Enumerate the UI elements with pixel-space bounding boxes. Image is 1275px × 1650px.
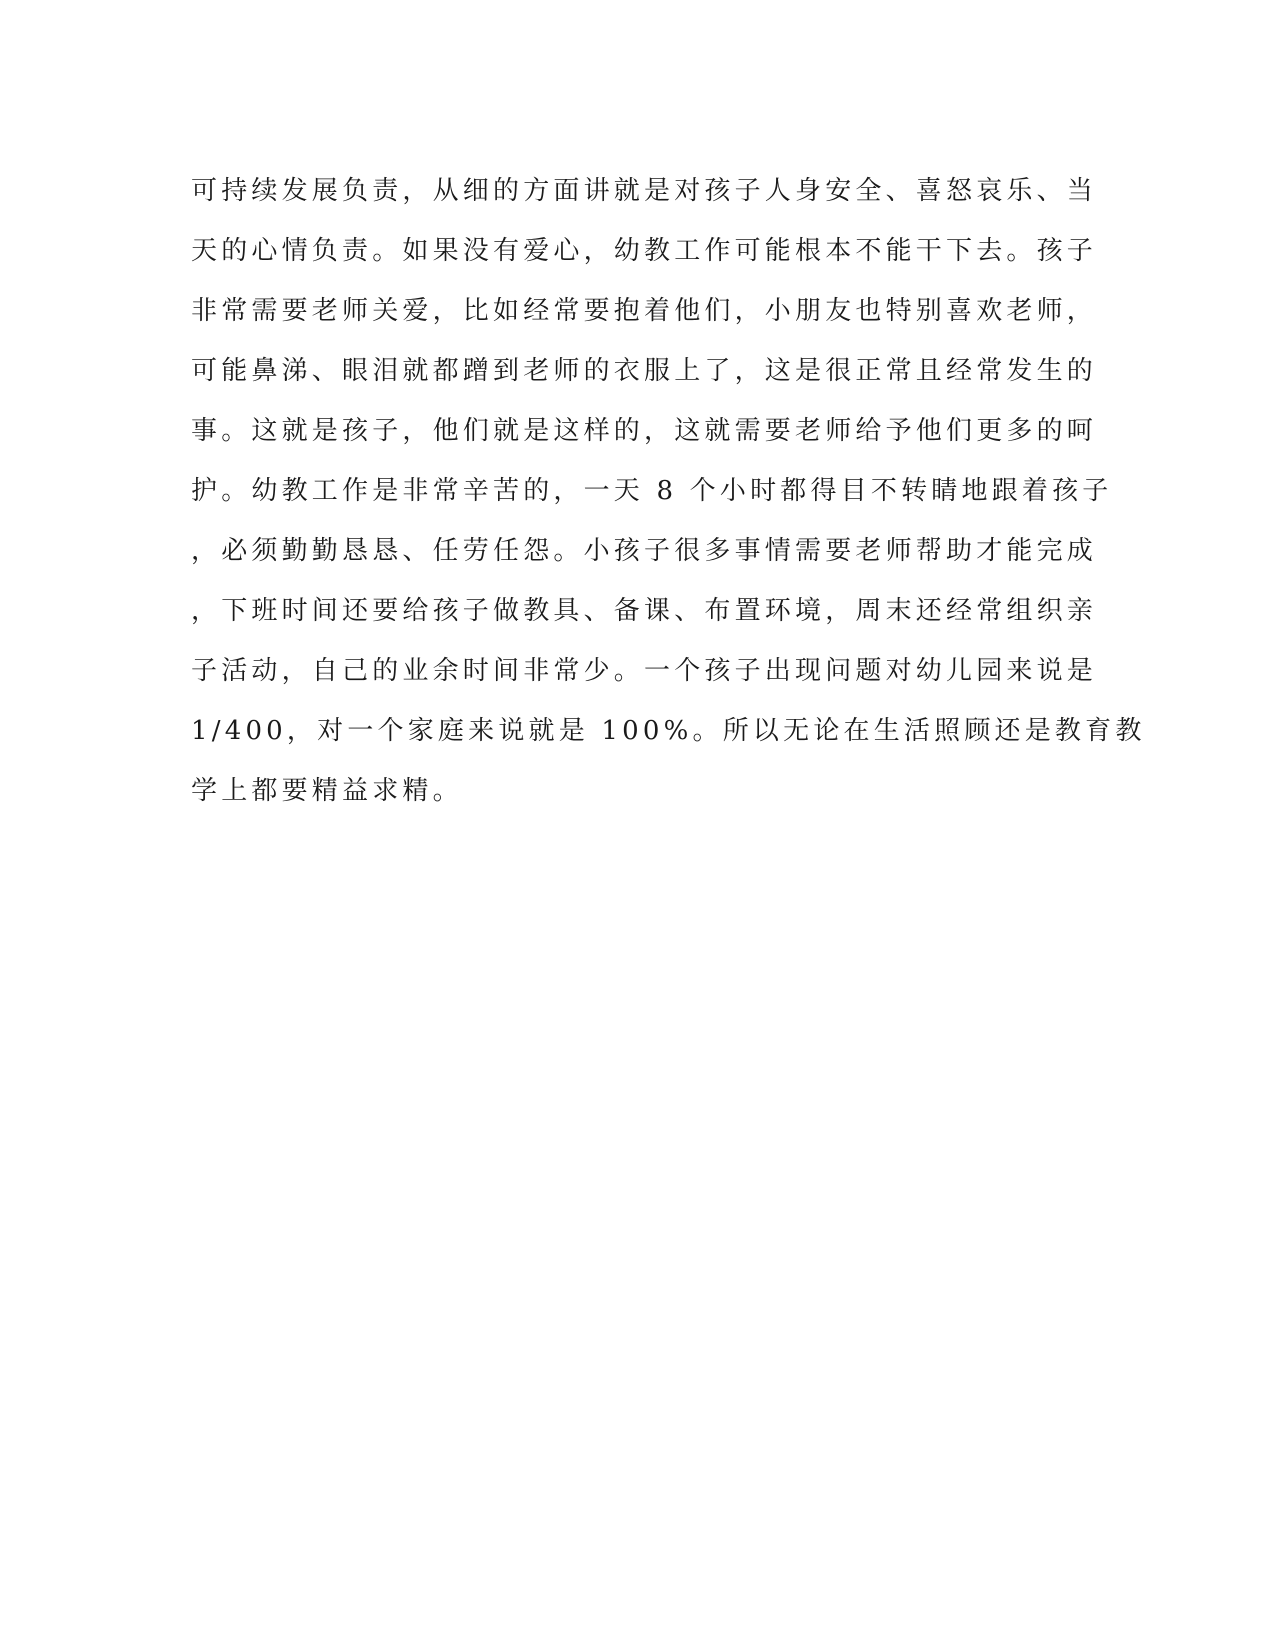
text-line: ，必须勤勤恳恳、任劳任怨。小孩子很多事情需要老师帮助才能完成 <box>191 536 1098 566</box>
text-line: 天的心情负责。如果没有爱心，幼教工作可能根本不能干下去。孩子 <box>191 236 1098 266</box>
text-line: 可能鼻涕、眼泪就都蹭到老师的衣服上了，这是很正常且经常发生的 <box>191 356 1098 386</box>
text-line: ，下班时间还要给孩子做教具、备课、布置环境，周末还经常组织亲 <box>191 596 1098 626</box>
text-line: 子活动，自己的业余时间非常少。一个孩子出现问题对幼儿园来说是 <box>191 656 1098 686</box>
text-line: 可持续发展负责，从细的方面讲就是对孩子人身安全、喜怒哀乐、当 <box>191 176 1098 206</box>
text-line: 事。这就是孩子，他们就是这样的，这就需要老师给予他们更多的呵 <box>191 416 1098 446</box>
body-paragraph <box>191 170 1146 830</box>
text-line: 护。幼教工作是非常辛苦的，一天 8 个小时都得目不转睛地跟着孩子 <box>191 476 1113 506</box>
text-line: 学上都要精益求精。 <box>191 776 463 806</box>
text-line: 非常需要老师关爱，比如经常要抱着他们，小朋友也特别喜欢老师， <box>191 296 1098 326</box>
text-line: 1/400，对一个家庭来说就是 100%。所以无论在生活照顾还是教育教 <box>191 716 1146 746</box>
